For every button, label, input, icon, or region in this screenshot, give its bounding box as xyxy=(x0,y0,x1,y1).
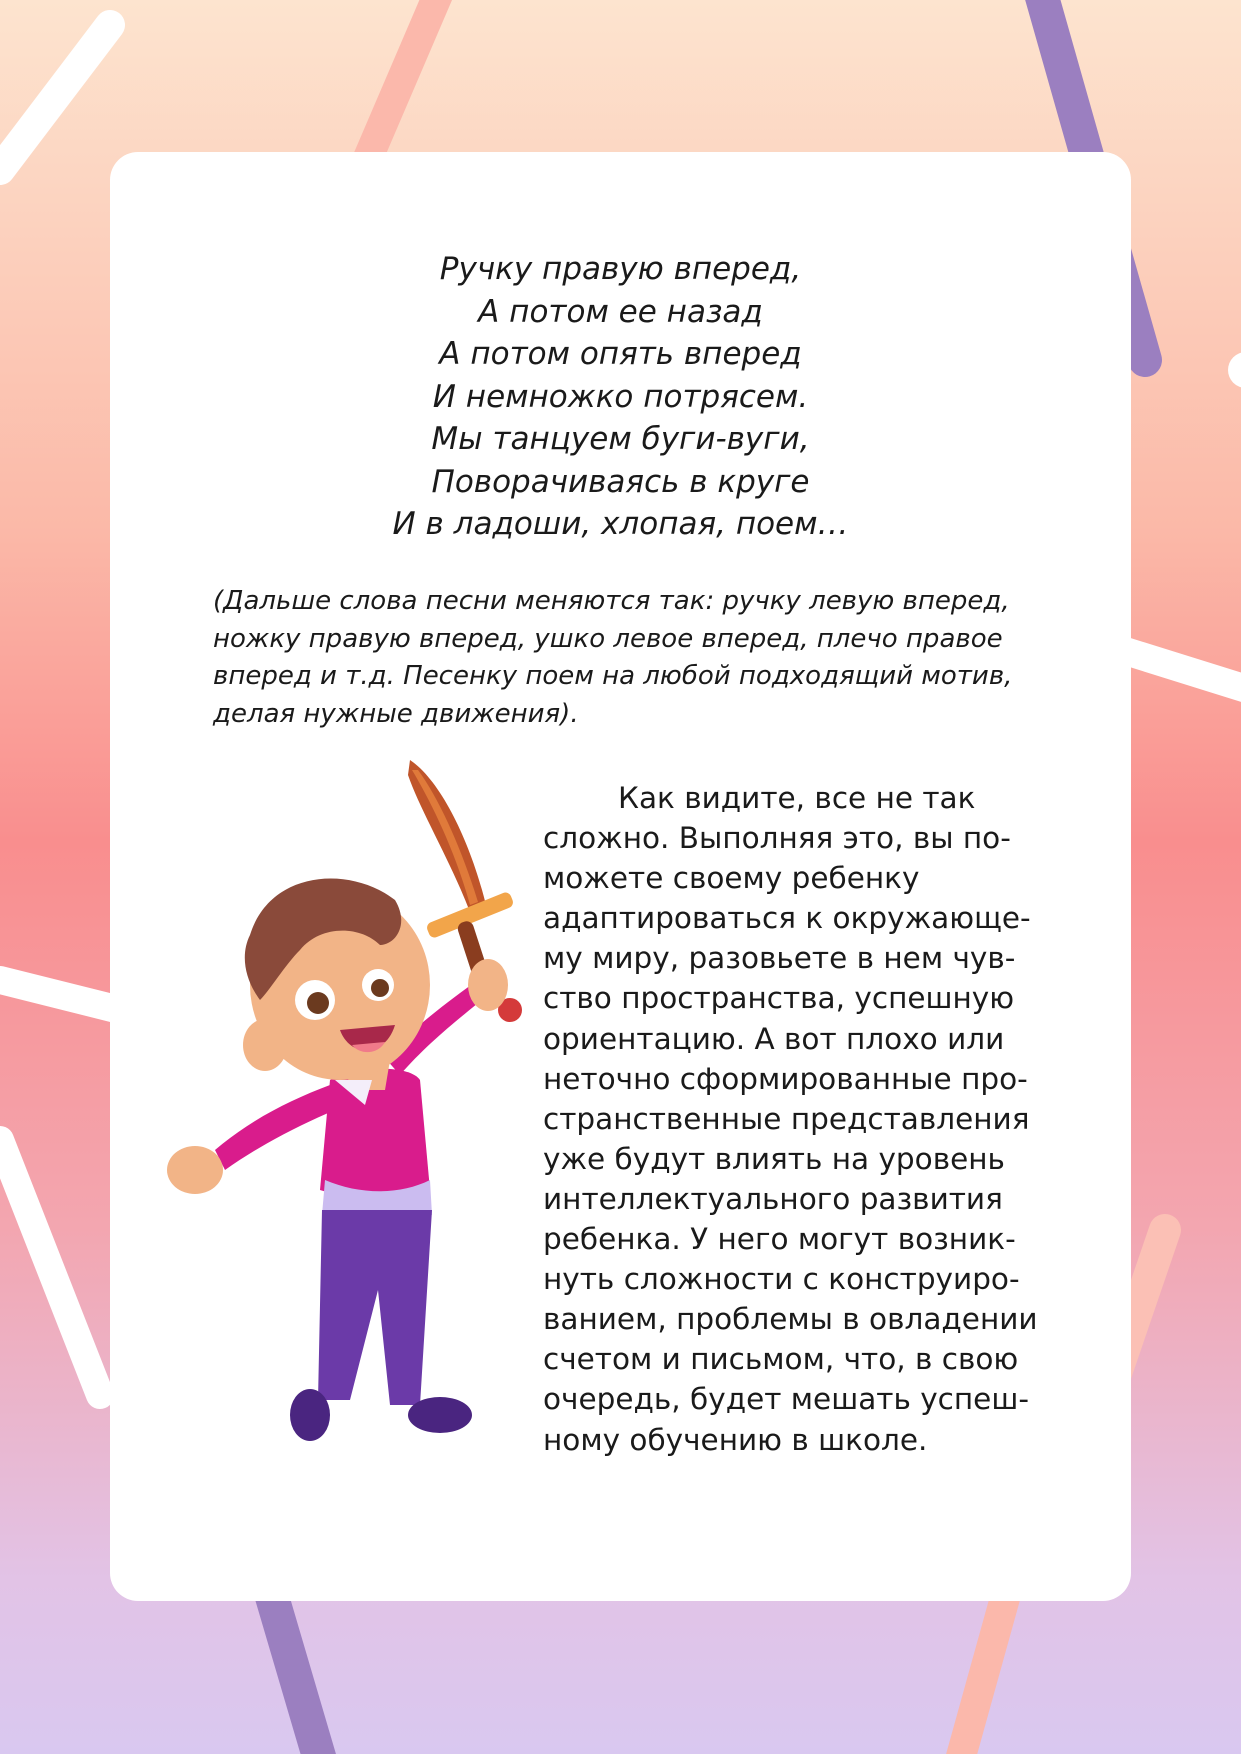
body-line: ство пространства, успешную xyxy=(543,981,1015,1016)
body-line: му миру, разовьете в нем чув- xyxy=(543,941,1016,976)
stripe-white-left xyxy=(0,980,120,1010)
poem-line: А потом опять вперед xyxy=(439,336,802,372)
body-line: сложно. Выполняя это, вы по- xyxy=(543,821,1011,856)
dot-white-right xyxy=(1228,352,1241,388)
note-line: ножку правую вперед, ушко левое вперед, плечо правое xyxy=(213,623,1003,654)
note-line: вперед и т.д. Песенку поем на любой подходящий мотив, xyxy=(213,661,1013,691)
body-line: интеллектуального развития xyxy=(543,1181,1003,1216)
poem-line: Поворачиваясь в круге xyxy=(431,463,810,500)
poem-line: Ручку правую вперед, xyxy=(439,251,802,287)
body-line: ориентацию. А вот плохо или xyxy=(543,1021,1005,1056)
note-line: делая нужные движения). xyxy=(213,698,579,729)
poem-line: И в ладоши, хлопая, поем… xyxy=(392,506,849,542)
stripe-pink-bottom xyxy=(960,1580,1010,1754)
body-line: ванием, проблемы в овладении xyxy=(543,1302,1038,1337)
note-paragraph xyxy=(213,583,1033,733)
boy-with-sword-illustration xyxy=(160,755,530,1445)
stripe-white-bottom-left xyxy=(0,1140,100,1395)
poem-block xyxy=(110,248,1131,546)
body-line: уже будут влиять на уровень xyxy=(543,1141,1005,1176)
body-paragraph xyxy=(543,778,1043,1460)
body-line: странственные представления xyxy=(543,1101,1030,1136)
note-line: (Дальше слова песни меняются так: ручку левую вперед, xyxy=(213,586,1010,616)
body-line: очередь, будет мешать успеш- xyxy=(543,1382,1029,1417)
body-line: нуть сложности с конструиро- xyxy=(543,1262,1020,1297)
stripe-purple-bottom xyxy=(270,1590,320,1754)
body-line: счетом и письмом, что, в свою xyxy=(543,1342,1019,1377)
body-line: ребенка. У него могут возник- xyxy=(543,1222,1016,1257)
body-line: адаптироваться к окружающе- xyxy=(543,901,1031,936)
body-line: ному обучению в школе. xyxy=(543,1422,928,1457)
poem-line: А потом ее назад xyxy=(478,293,763,330)
poem-line: Мы танцуем буги-вуги, xyxy=(431,421,810,457)
body-line: можете своему ребенку xyxy=(543,861,920,896)
body-line: Как видите, все не так xyxy=(618,781,976,815)
stripe-white-top-left xyxy=(0,25,110,170)
boy-figure xyxy=(167,878,508,1441)
body-line: неточно сформированные про- xyxy=(543,1061,1028,1096)
poem-line: И немножко потрясем. xyxy=(432,378,809,415)
